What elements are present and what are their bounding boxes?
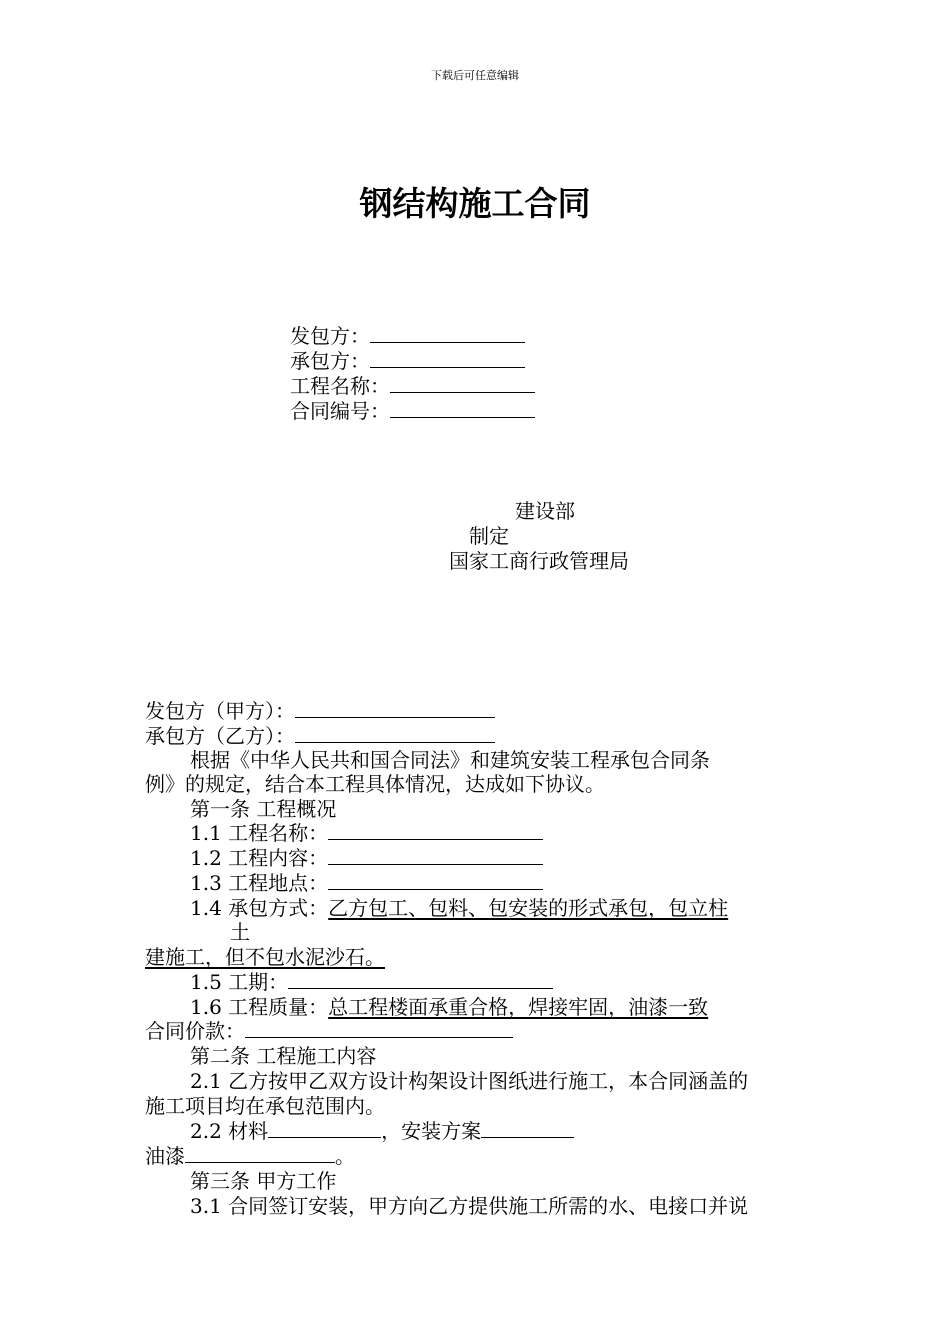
page-header: 下载后可任意编辑 [431,69,519,82]
item-value: 乙方包工、包料、包安装的形式承包，包立柱 [328,896,729,920]
blank-line[interactable] [481,1120,574,1138]
item-1-3 [190,871,543,896]
blank-line[interactable] [295,700,495,718]
blank-line[interactable] [288,971,553,989]
blank-line[interactable] [328,872,543,890]
article-1-heading: 第一条 工程概况 [190,797,337,821]
item-label: 1.4 承包方式： [190,896,329,920]
item-2-2 [190,1119,574,1144]
item-label: 油漆 [145,1144,185,1168]
item-label: 1.2 工程内容： [190,846,329,870]
blank-line[interactable] [295,725,495,743]
item-label: 1.5 工期： [190,970,289,994]
cover-field-label: 合同编号： [290,399,390,423]
item-1-5 [190,970,553,995]
item-1-6 [190,995,708,1020]
item-1-4-cont-2: 建施工，但不包水泥沙石。 [145,945,385,969]
article-3-heading: 第三条 甲方工作 [190,1169,337,1193]
item-3-1: 3.1 合同签订安装，甲方向乙方提供施工所需的水、电接口并说 [190,1194,749,1218]
document-title: 钢结构施工合同 [359,184,591,223]
item-label: 2.2 材料 [190,1119,269,1143]
item-label: 1.3 工程地点： [190,871,329,895]
item-label: 。 [335,1144,355,1168]
blank-line[interactable] [370,350,525,368]
party-b-line [145,724,495,749]
blank-line[interactable] [370,325,525,343]
party-a-label: 发包方（甲方）： [145,699,295,723]
intro-line-2: 例》的规定，结合本工程具体情况，达成如下协议。 [145,772,605,796]
cover-field-employer [290,324,525,349]
item-label: 1.1 工程名称： [190,821,329,845]
blank-line[interactable] [328,822,543,840]
party-b-label: 承包方（乙方）： [145,724,295,748]
blank-line[interactable] [390,400,535,418]
item-label: ，安装方案 [381,1119,482,1143]
blank-line[interactable] [328,847,543,865]
cover-field-project-name [290,374,535,399]
contract-price [145,1019,513,1044]
item-label: 合同价款： [145,1019,245,1043]
article-2-heading: 第二条 工程施工内容 [190,1044,377,1068]
issuer-bureau: 国家工商行政管理局 [449,549,629,573]
blank-line[interactable] [390,375,535,393]
blank-line[interactable] [185,1145,335,1163]
item-label: 1.6 工程质量： [190,995,329,1019]
cover-field-contractor [290,349,525,374]
blank-line[interactable] [268,1120,381,1138]
item-value: 总工程楼面承重合格，焊接牢固，油漆一致 [328,995,709,1019]
item-1-4-cont: 土 [230,920,250,944]
item-2-1-line-1: 2.1 乙方按甲乙双方设计构架设计图纸进行施工，本合同涵盖的 [190,1069,749,1093]
cover-field-contract-number [290,399,535,424]
cover-field-label: 发包方： [290,324,370,348]
item-2-2-paint [145,1144,355,1169]
party-a-line [145,699,495,724]
intro-line-1: 根据《中华人民共和国合同法》和建筑安装工程承包合同条 [190,748,710,772]
item-1-2 [190,846,543,871]
item-1-4 [190,896,728,921]
blank-line[interactable] [245,1020,513,1038]
item-1-1 [190,821,543,846]
issuer-made: 制定 [469,524,509,548]
cover-field-label: 工程名称： [290,374,390,398]
item-2-1-line-2: 施工项目均在承包范围内。 [145,1094,385,1118]
cover-field-label: 承包方： [290,349,370,373]
issuer-ministry: 建设部 [515,499,575,523]
